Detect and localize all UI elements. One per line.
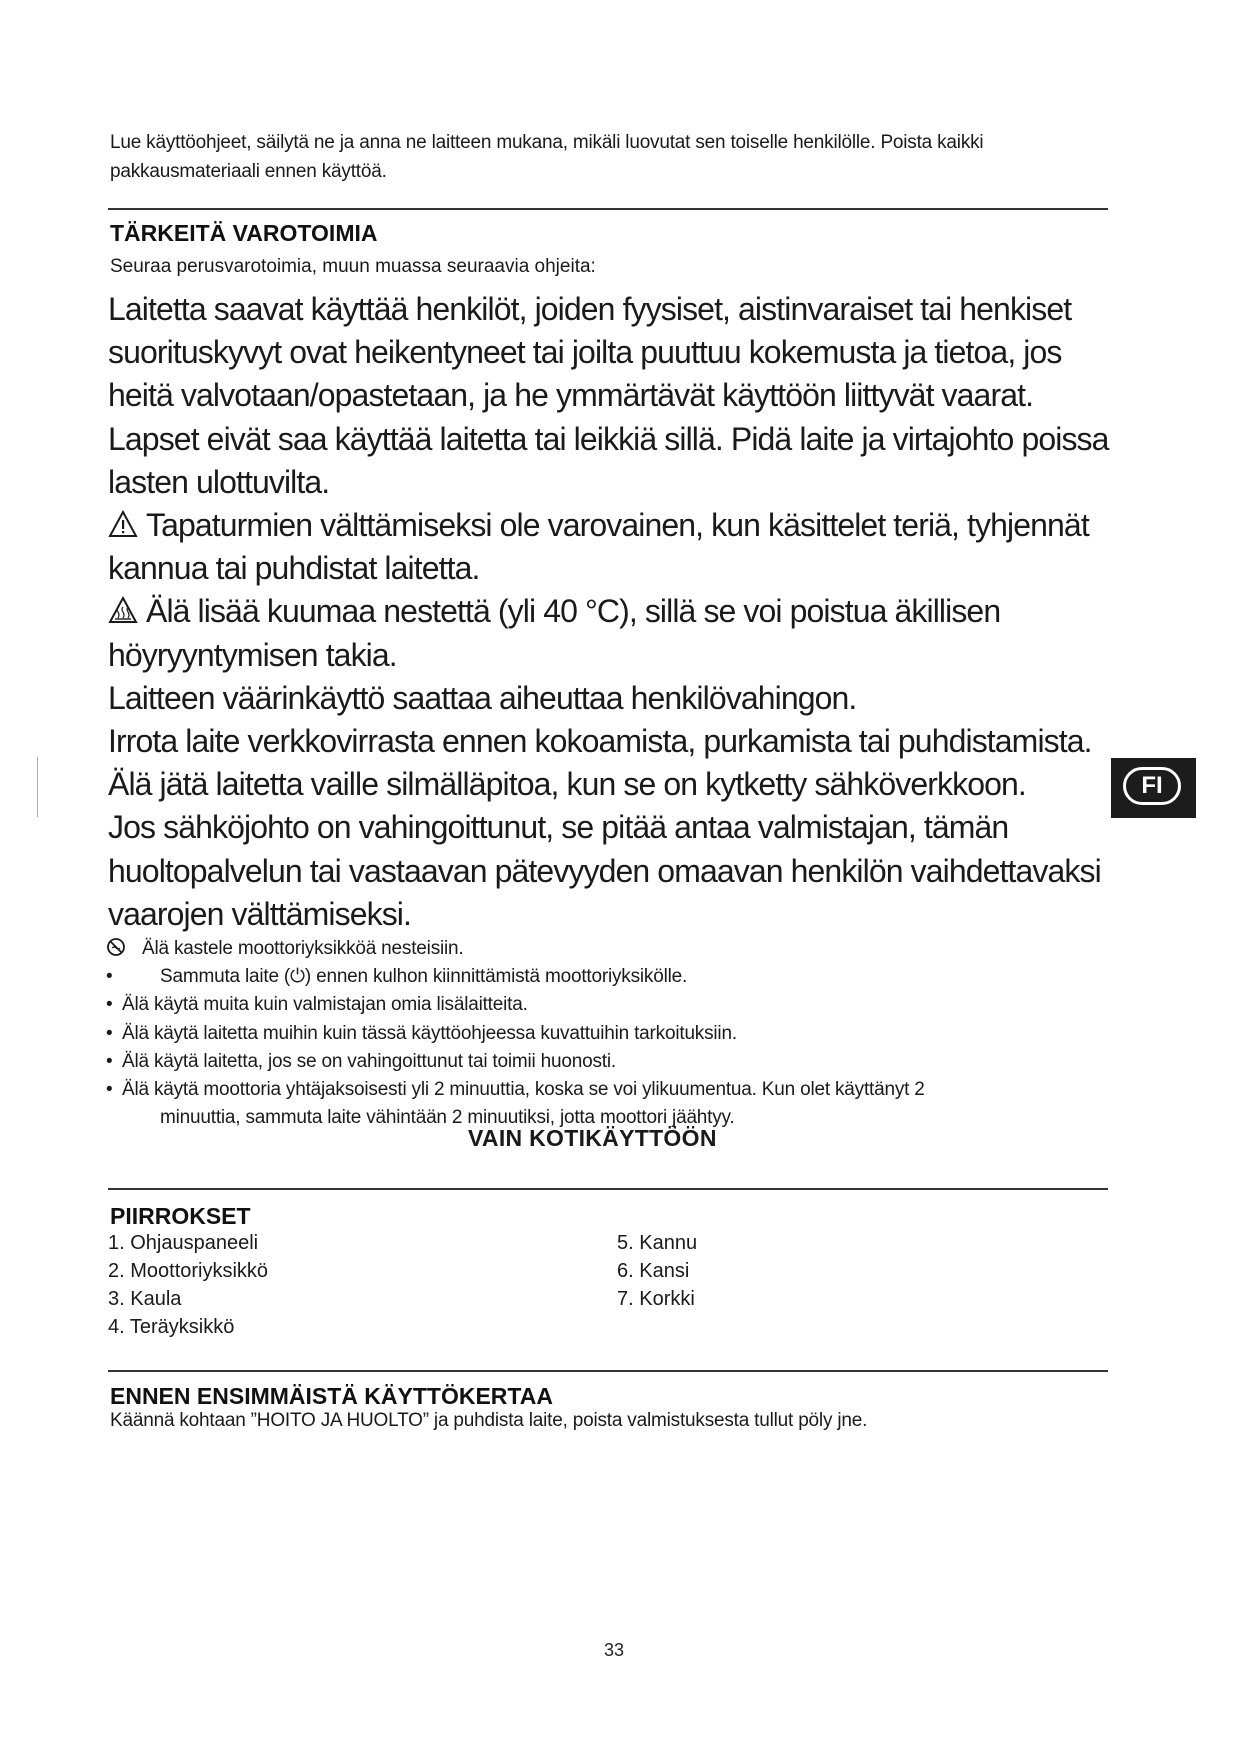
list-item bbox=[106, 935, 1116, 963]
language-label: FI bbox=[1123, 767, 1181, 805]
safety-paragraph: Laitetta saavat käyttää henkilöt, joiden fyysiset, aistinvaraiset tai henkiset suorituskyvyt ovat heikentyneet tai joilta puuttuu kokemusta ja tietoa, jos heitä valvotaan/opastetaan, ja he ymmärtävät käyttöön liittyvät vaarat. bbox=[108, 291, 1072, 414]
part-item: 3. Kaula bbox=[108, 1288, 182, 1310]
divider bbox=[108, 1370, 1108, 1372]
safety-paragraph: Jos sähköjohto on vahingoittunut, se pitää antaa valmistajan, tämän huoltopalvelun tai vastaavan pätevyyden omaavan henkilön vaihdettavaksi vaarojen välttämiseksi. bbox=[108, 809, 1101, 932]
part-item: 6. Kansi bbox=[617, 1260, 690, 1282]
part-item: 4. Teräyksikkö bbox=[108, 1316, 235, 1338]
list-item-text: Sammuta laite (⏻) ennen kulhon kiinnittämistä moottoriyksikölle. bbox=[160, 966, 688, 988]
no-immersion-icon bbox=[106, 937, 126, 957]
parts-list-right bbox=[617, 1229, 697, 1313]
divider bbox=[108, 1188, 1108, 1190]
intro-text: Lue käyttöohjeet, säilytä ne ja anna ne laitteen mukana, mikäli luovutat sen toiselle henkilölle. Poista kaikki pakkausmateriaali ennen käyttöä. bbox=[110, 132, 984, 182]
list-item-text: Älä käytä laitetta, jos se on vahingoittunut tai toimii huonosti. bbox=[122, 1050, 616, 1072]
part-item: 5. Kannu bbox=[617, 1232, 698, 1254]
safety-paragraph: Laitteen väärinkäyttö saattaa aiheuttaa henkilövahingon. bbox=[108, 679, 857, 716]
bullet: • bbox=[106, 1022, 113, 1044]
list-item-text: Älä kastele moottoriyksikköä nesteisiin. bbox=[142, 938, 464, 959]
bullet: • bbox=[106, 1079, 113, 1101]
bullet: • bbox=[106, 1050, 113, 1072]
household-use-only: VAIN KOTIKÄYTTÖÖN bbox=[468, 1125, 717, 1151]
parts-heading: PIIRROKSET bbox=[110, 1203, 251, 1229]
safety-paragraph-text: Älä lisää kuumaa nestettä (yli 40 °C), sillä se voi poistua äkillisen höyryyntymisen takia. bbox=[108, 593, 1001, 673]
safety-list bbox=[106, 935, 1116, 1132]
list-item bbox=[106, 1048, 1116, 1076]
safety-paragraph: Älä jätä laitetta vaille silmälläpitoa, kun se on kytketty sähköverkkoon. bbox=[108, 766, 1026, 803]
list-item bbox=[106, 963, 1116, 991]
safety-paragraph bbox=[108, 590, 1118, 676]
page-number: 33 bbox=[604, 1640, 625, 1660]
list-item-continuation: minuuttia, sammuta laite vähintään 2 minuutiksi, jotta moottori jäähtyy. bbox=[160, 1107, 735, 1129]
bullet: • bbox=[106, 966, 113, 988]
list-item-text: Älä käytä moottoria yhtäjaksoisesti yli 2 minuuttia, koska se voi ylikuumentua. Kun olet käyttänyt 2 bbox=[122, 1079, 925, 1101]
safety-subtitle: Seuraa perusvarotoimia, muun muassa seuraavia ohjeita: bbox=[110, 256, 596, 277]
hot-surface-warning-icon bbox=[108, 596, 138, 624]
list-item bbox=[106, 1020, 1116, 1048]
part-item: 1. Ohjauspaneeli bbox=[108, 1232, 259, 1254]
first-use-text: Käännä kohtaan ”HOITO JA HUOLTO” ja puhdista laite, poista valmistuksesta tullut pöly jne. bbox=[110, 1410, 868, 1431]
warning-icon bbox=[108, 510, 138, 538]
margin-mark bbox=[37, 757, 38, 817]
language-tab bbox=[1111, 758, 1196, 818]
list-item-text: Älä käytä laitetta muihin kuin tässä käyttöohjeessa kuvattuihin tarkoituksiin. bbox=[122, 1022, 737, 1044]
safety-paragraph: Irrota laite verkkovirrasta ennen kokoamista, purkamista tai puhdistamista. bbox=[108, 723, 1092, 760]
safety-heading: TÄRKEITÄ VAROTOIMIA bbox=[110, 220, 378, 246]
divider bbox=[108, 208, 1108, 210]
parts-list-left bbox=[108, 1229, 268, 1341]
part-item: 2. Moottoriyksikkö bbox=[108, 1260, 269, 1282]
bullet: • bbox=[106, 994, 113, 1016]
list-item bbox=[106, 1076, 1116, 1104]
safety-paragraph bbox=[108, 504, 1118, 590]
safety-main-text bbox=[108, 288, 1118, 936]
part-item: 7. Korkki bbox=[617, 1288, 695, 1310]
safety-paragraph: Lapset eivät saa käyttää laitetta tai leikkiä sillä. Pidä laite ja virtajohto poissa lasten ulottuvilta. bbox=[108, 420, 1109, 500]
list-item-text: Älä käytä muita kuin valmistajan omia lisälaitteita. bbox=[122, 994, 528, 1016]
list-item bbox=[106, 991, 1116, 1019]
safety-paragraph-text: Tapaturmien välttämiseksi ole varovainen, kun käsittelet teriä, tyhjennät kannua tai puhdistat laitetta. bbox=[108, 507, 1089, 587]
first-use-heading: ENNEN ENSIMMÄISTÄ KÄYTTÖKERTAA bbox=[110, 1383, 553, 1409]
